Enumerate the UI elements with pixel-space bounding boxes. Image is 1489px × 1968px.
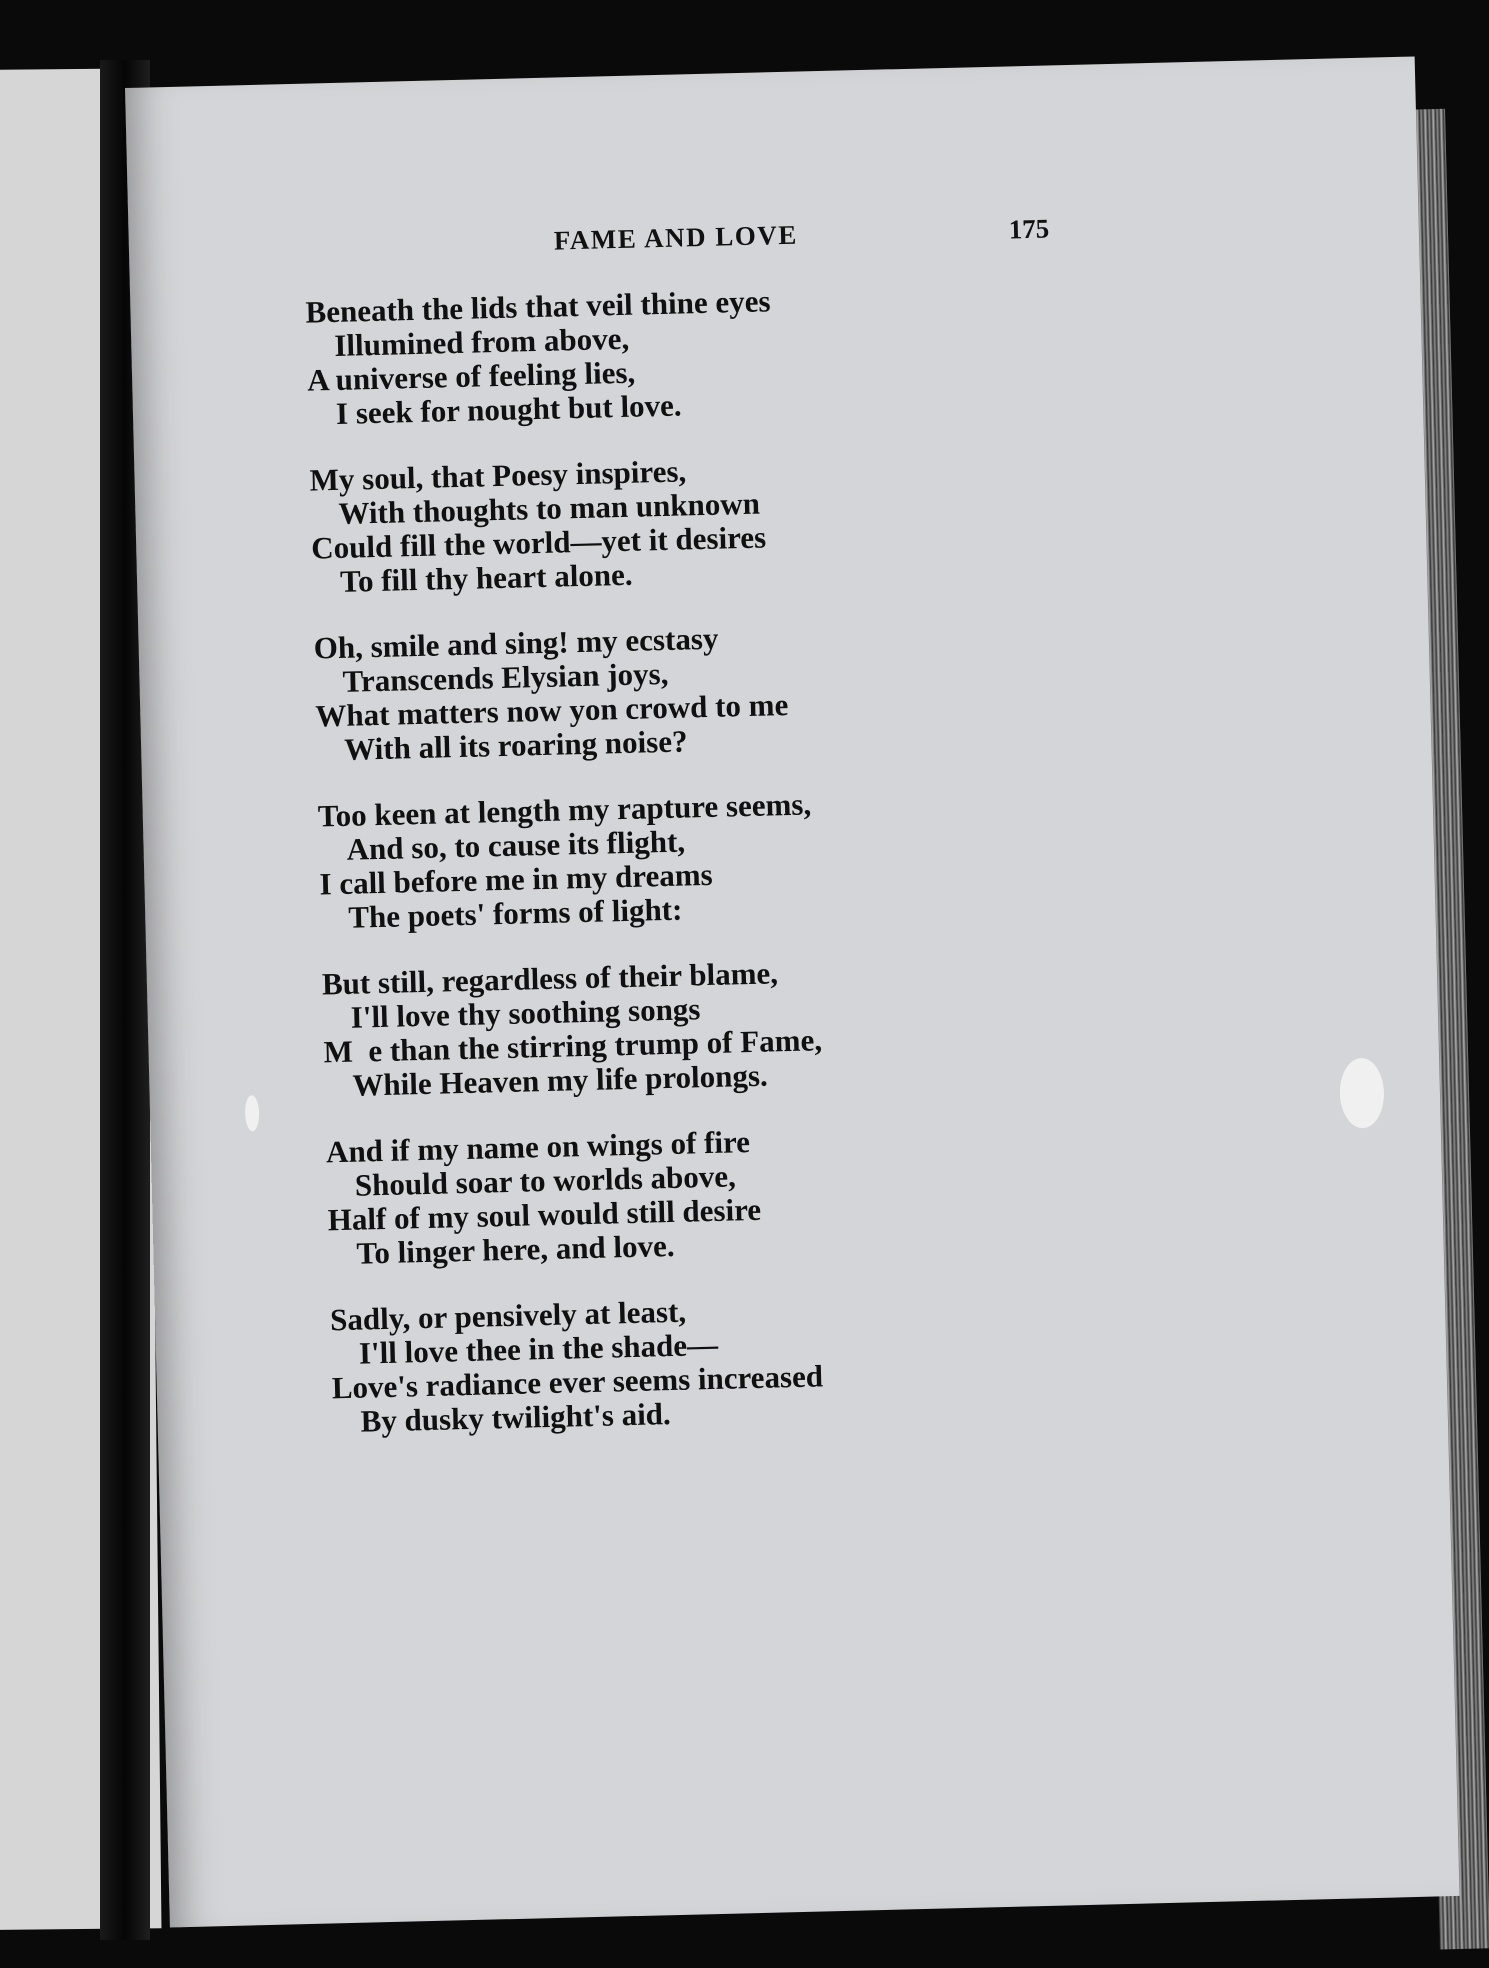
stanza	[305, 283, 807, 431]
poem-line: Beneath the lids that veil thine eyes	[305, 283, 771, 330]
poem-line: And so, to cause its flight,	[346, 823, 686, 867]
book-page	[125, 56, 1460, 1927]
poem-line: M e than the stirring trump of Fame,	[323, 1022, 823, 1070]
poem-line: With thoughts to man unknown	[338, 485, 761, 531]
paper-blemish	[245, 1095, 260, 1131]
paper-blemish	[1339, 1058, 1385, 1129]
poem-line: To linger here, and love.	[356, 1227, 675, 1271]
poem-line: To fill thy heart alone.	[339, 556, 633, 599]
poem-line: And if my name on wings of fire	[325, 1124, 751, 1170]
poem-line: My soul, that Poesy inspires,	[309, 453, 687, 498]
stanza	[313, 619, 815, 767]
poem-line: Should soar to worlds above,	[354, 1158, 737, 1203]
poem-line: Half of my soul would still desire	[327, 1191, 762, 1238]
page-content	[125, 56, 1460, 1927]
poem-line: Sadly, or pensively at least,	[329, 1293, 687, 1338]
poem-line: Could fill the world—yet it desires	[310, 519, 767, 566]
poem-line: Love's radiance ever seems increased	[331, 1358, 824, 1406]
poem-line: I seek for nought but love.	[335, 387, 682, 431]
stanza	[330, 1291, 832, 1439]
stanza	[326, 1123, 828, 1271]
stanza	[309, 451, 811, 599]
poem-line: Too keen at length my rapture seems,	[317, 786, 812, 834]
poem-line: By dusky twilight's aid.	[360, 1396, 672, 1439]
poem-line: Transcends Elysian joys,	[342, 655, 669, 699]
page-number: 175	[1008, 213, 1050, 245]
poem-line: I'll love thee in the shade—	[358, 1326, 719, 1371]
poem-line: I'll love thy soothing songs	[350, 991, 701, 1035]
poem-line: What matters now yon crowd to me	[314, 686, 789, 734]
stanza	[317, 787, 819, 935]
poem-line: While Heaven my life prolongs.	[352, 1057, 769, 1103]
poem-line: Oh, smile and sing! my ecstasy	[313, 620, 719, 666]
poem	[305, 283, 832, 1471]
stanza	[322, 955, 824, 1103]
poem-line: But still, regardless of their blame,	[321, 955, 779, 1002]
poem-line: The poets' forms of light:	[347, 891, 683, 935]
poem-line: I call before me in my dreams	[319, 856, 714, 902]
poem-line: A universe of feeling lies,	[306, 354, 636, 398]
running-head: FAME AND LOVE	[553, 219, 799, 256]
poem-line: Illumined from above,	[333, 320, 630, 363]
poem-line: With all its roaring noise?	[343, 723, 688, 767]
